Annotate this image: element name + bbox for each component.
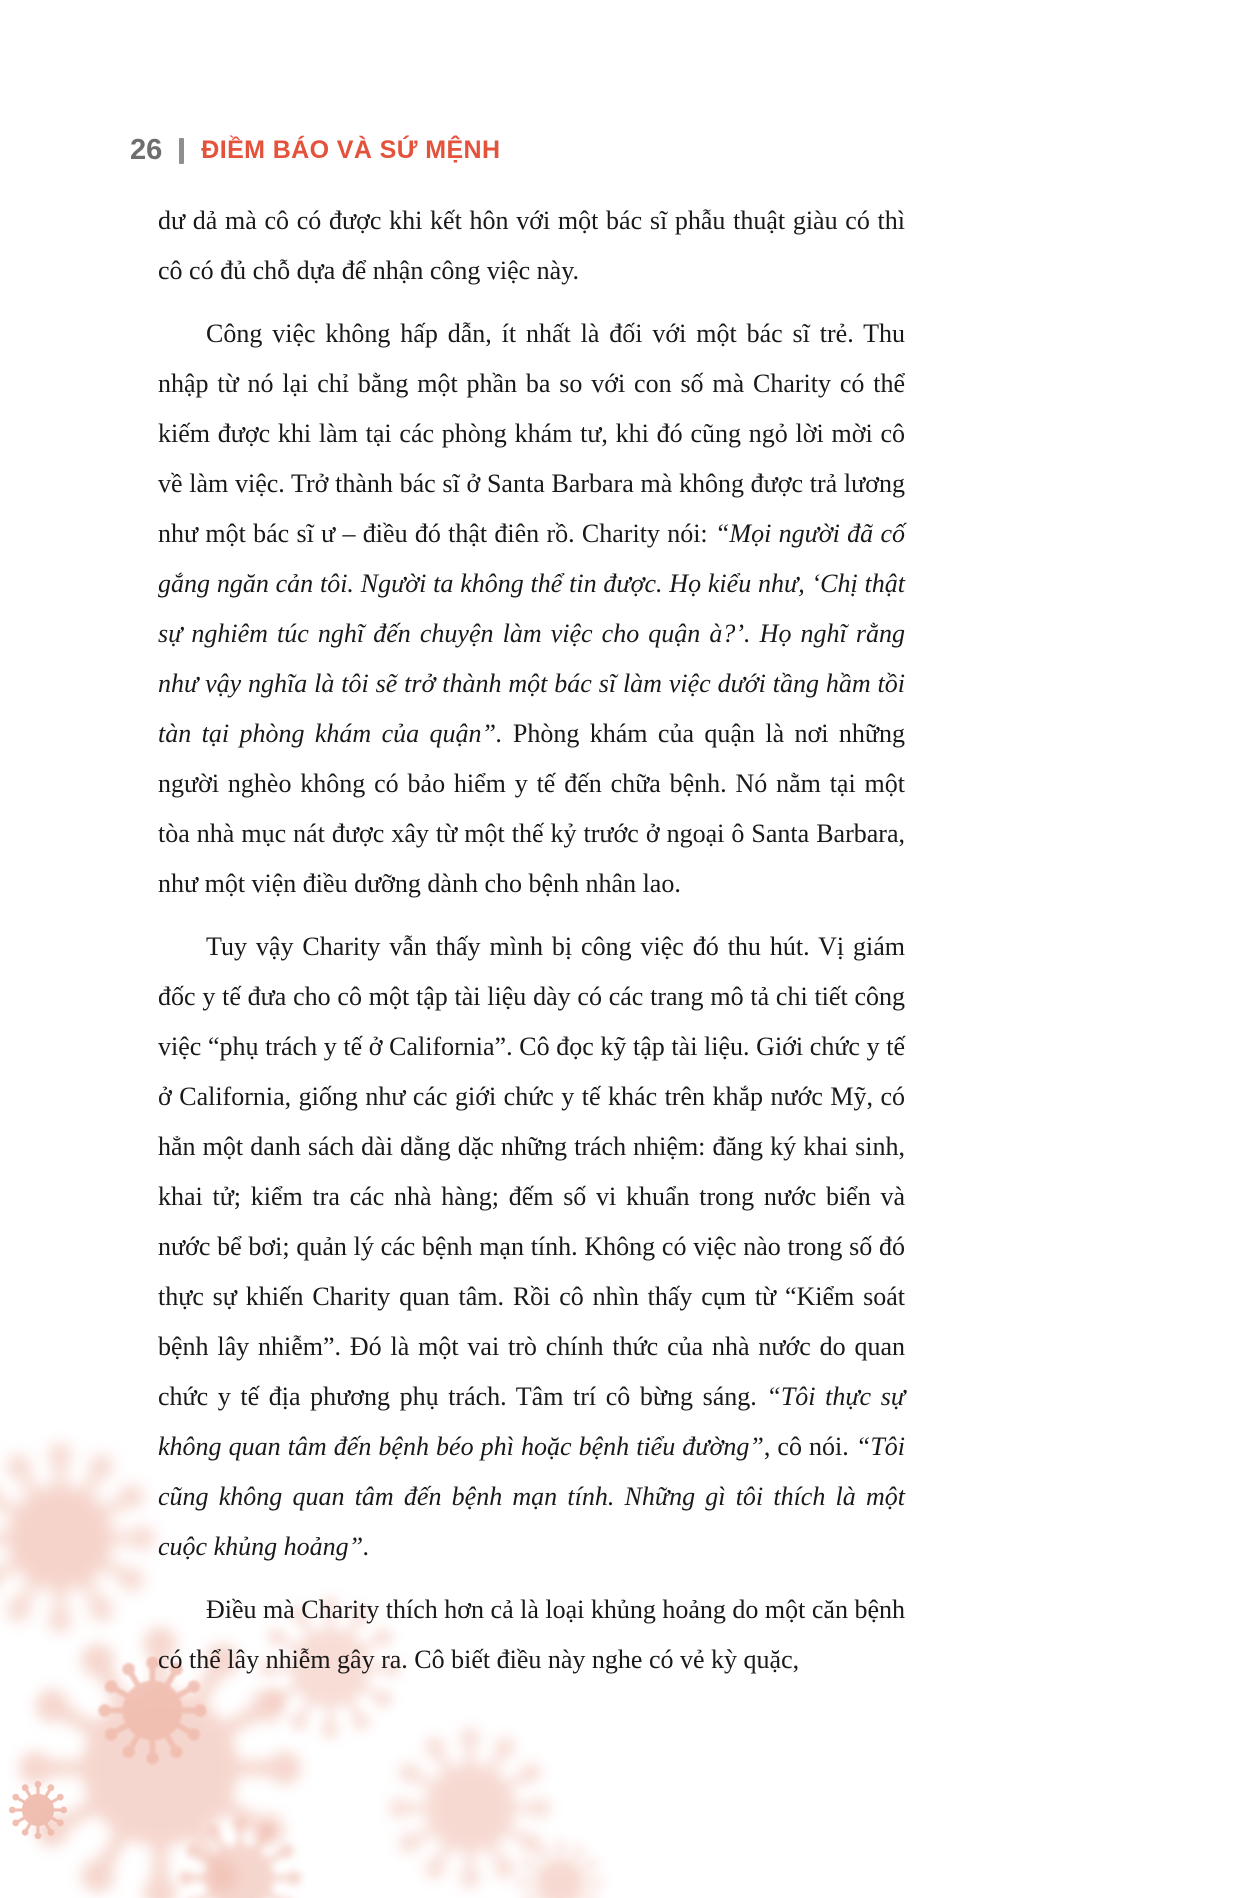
running-title: ĐIỀM BÁO VÀ SỨ MỆNH	[201, 136, 501, 164]
body-run: Tuy vậy Charity vẫn thấy mình bị công việc đó thu hút. Vị giám đốc y tế đưa cho cô một tập tài liệu dày có các trang mô tả chi tiết công việc “phụ trách y tế ở California”. Cô đọc kỹ tập tài liệu. Giới chức y tế ở California, giống như các giới chức y tế khác trên khắp nước Mỹ, có hẳn một danh sách dài dằng dặc những trách nhiệm: đăng ký khai sinh, khai tử; kiểm tra các nhà hàng; đếm số vi khuẩn trong nước biển và nước bể bơi; quản lý các bệnh mạn tính. Không có việc nào trong số đó thực sự khiến Charity quan tâm. Rồi cô nhìn thấy cụm từ “Kiểm soát bệnh lây nhiễm”. Đó là một vai trò chính thức của nhà nước do quan chức y tế địa phương phụ trách. Tâm trí cô bừng sáng.	[158, 932, 905, 1411]
page-header	[130, 136, 500, 165]
paragraph	[158, 922, 905, 1572]
body-run: dư dả mà cô có được khi kết hôn với một bác sĩ phẫu thuật giàu có thì cô có đủ chỗ dựa để nhận công việc này.	[158, 206, 905, 285]
body-run: Phòng khám của quận là nơi những người nghèo không có bảo hiểm y tế đến chữa bệnh. Nó nằm tại một tòa nhà mục nát được xây từ một thế kỷ trước ở ngoại ô Santa Barbara, như một viện điều dưỡng dành cho bệnh nhân lao.	[158, 719, 905, 898]
paragraph	[158, 309, 905, 909]
quote-text: “Tôi cũng không quan tâm đến bệnh mạn tính. Những gì tôi thích là một cuộc khủng hoảng”.	[158, 1432, 906, 1561]
body-run: , cô nói.	[763, 1432, 856, 1461]
quote-text: “Mọi người đã cố gắng ngăn cản tôi. Người ta không thể tin được. Họ kiểu như, ‘Chị thật sự nghiêm túc nghĩ đến chuyện làm việc cho quận à?’. Họ nghĩ rằng như vậy nghĩa là tôi sẽ trở thành một bác sĩ làm việc dưới tầng hầm tồi tàn tại phòng khám của quận”.	[158, 519, 905, 748]
page-number: 26	[130, 134, 163, 166]
body-run: Công việc không hấp dẫn, ít nhất là đối với một bác sĩ trẻ. Thu nhập từ nó lại chỉ bằng một phần ba so với con số mà Charity có thể kiếm được khi làm tại các phòng khám tư, khi đó cũng ngỏ lời mời cô về làm việc. Trở thành bác sĩ ở Santa Barbara mà không được trả lương như một bác sĩ ư – điều đó thật điên rồ. Charity nói:	[158, 319, 905, 548]
paragraph	[158, 196, 905, 296]
header-divider	[179, 138, 184, 164]
body-run: Điều mà Charity thích hơn cả là loại khủng hoảng do một căn bệnh có thể lây nhiễm gây ra. Cô biết điều này nghe có vẻ kỳ quặc,	[158, 1595, 905, 1674]
paragraph	[158, 1585, 905, 1685]
quote-text: “Tôi thực sự không quan tâm đến bệnh béo phì hoặc bệnh tiểu đường”	[158, 1382, 905, 1461]
coronavirus-icon	[0, 1444, 154, 1632]
body-text	[158, 196, 905, 1698]
